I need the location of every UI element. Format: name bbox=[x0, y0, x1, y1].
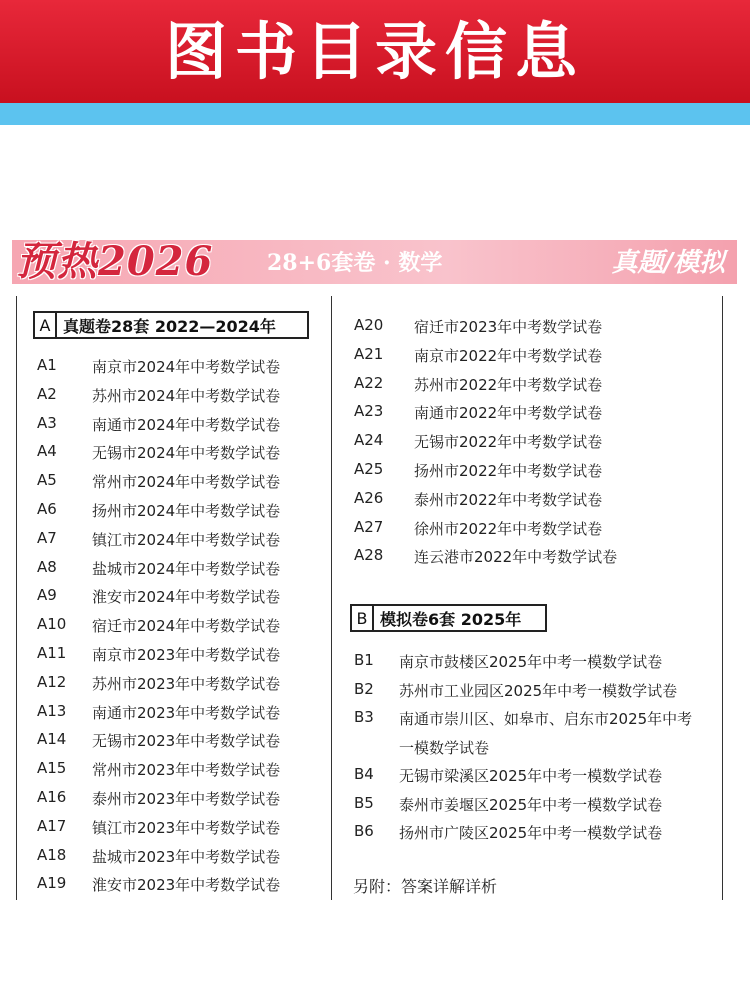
catalog-entry bbox=[354, 518, 750, 538]
section-b-label bbox=[350, 604, 547, 632]
entry-title: 南京市鼓楼区2025年中考一模数学试卷 bbox=[399, 653, 663, 671]
entry-code: A24 bbox=[354, 431, 384, 450]
entry-title: 盐城市2023年中考数学试卷 bbox=[92, 847, 281, 866]
section-a-label bbox=[33, 311, 309, 339]
entry-code: A1 bbox=[37, 356, 57, 374]
catalog-entry bbox=[354, 345, 750, 365]
entry-title: 南通市2023年中考数学试卷 bbox=[92, 703, 281, 722]
entry-title: 常州市2024年中考数学试卷 bbox=[92, 473, 281, 492]
catalog-entry bbox=[354, 546, 750, 566]
entry-title: 扬州市2024年中考数学试卷 bbox=[92, 502, 281, 520]
entry-code: A4 bbox=[37, 442, 57, 461]
entry-code: B3 bbox=[354, 708, 374, 726]
entry-title: 南京市2022年中考数学试卷 bbox=[414, 346, 603, 365]
entry-code: A22 bbox=[354, 373, 384, 392]
entry-title: 镇江市2023年中考数学试卷 bbox=[92, 818, 281, 837]
entry-code: A16 bbox=[37, 788, 67, 806]
entry-code: A12 bbox=[37, 672, 67, 691]
entry-code: A6 bbox=[37, 500, 57, 518]
catalog-entry bbox=[354, 708, 739, 728]
entry-title: 盐城市2024年中考数学试卷 bbox=[92, 559, 281, 578]
entry-title: 宿迁市2023年中考数学试卷 bbox=[414, 318, 603, 336]
catalog-entry bbox=[354, 822, 739, 842]
catalog-entry bbox=[354, 794, 739, 814]
entry-code: A25 bbox=[354, 460, 384, 478]
entry-code: A9 bbox=[37, 586, 57, 605]
top-banner bbox=[0, 0, 750, 103]
entry-title: 苏州市2024年中考数学试卷 bbox=[92, 386, 281, 405]
entry-title: 淮安市2023年中考数学试卷 bbox=[92, 876, 281, 895]
catalog-entry bbox=[354, 374, 750, 394]
entry-title: 南京市2024年中考数学试卷 bbox=[92, 358, 281, 376]
entry-title: 泰州市2023年中考数学试卷 bbox=[92, 790, 281, 808]
heading-middle-text: 28+6套卷 · 数学 bbox=[267, 250, 443, 276]
left-border-line bbox=[16, 296, 17, 900]
entry-title: 徐州市2022年中考数学试卷 bbox=[414, 519, 603, 538]
entry-title: 宿迁市2024年中考数学试卷 bbox=[92, 617, 281, 636]
heading-left-text: 预热2026 bbox=[16, 238, 214, 285]
entry-title: 无锡市2024年中考数学试卷 bbox=[92, 444, 281, 463]
entry-title: 无锡市梁溪区2025年中考一模数学试卷 bbox=[399, 767, 663, 785]
entry-code: A7 bbox=[37, 528, 57, 547]
entry-title: 南京市2023年中考数学试卷 bbox=[92, 646, 281, 664]
section-b-title: 模拟卷6套 2025年 bbox=[380, 609, 522, 629]
heading-right-text: 真题/模拟 bbox=[611, 248, 725, 278]
entry-code: B4 bbox=[354, 765, 374, 783]
catalog-entry bbox=[354, 316, 750, 336]
entry-title: 无锡市2023年中考数学试卷 bbox=[92, 732, 281, 751]
entry-title: 南通市崇川区、如皋市、启东市2025年中考 bbox=[399, 710, 693, 728]
entry-title: 淮安市2024年中考数学试卷 bbox=[92, 588, 281, 607]
entry-code: A17 bbox=[37, 816, 67, 835]
entry-title: 南通市2024年中考数学试卷 bbox=[92, 415, 281, 434]
catalog-entry bbox=[354, 680, 739, 700]
catalog-entry bbox=[354, 431, 750, 451]
entry-title: 泰州市2022年中考数学试卷 bbox=[414, 490, 603, 509]
catalog-entry bbox=[354, 489, 750, 509]
entry-code: A27 bbox=[354, 517, 384, 536]
entry-code: A21 bbox=[354, 344, 384, 363]
entry-title: 扬州市2022年中考数学试卷 bbox=[414, 462, 603, 480]
entry-code: B6 bbox=[354, 822, 374, 840]
entry-code: A11 bbox=[37, 644, 67, 662]
entry-title: 苏州市2023年中考数学试卷 bbox=[92, 674, 281, 693]
catalog-entry bbox=[354, 651, 739, 671]
entry-title: 苏州市2022年中考数学试卷 bbox=[414, 375, 603, 394]
entry-title: 泰州市姜堰区2025年中考一模数学试卷 bbox=[399, 795, 663, 814]
entry-code: A5 bbox=[37, 471, 57, 490]
entry-code: A14 bbox=[37, 730, 67, 749]
entry-code: A28 bbox=[354, 546, 384, 565]
entry-code: A15 bbox=[37, 759, 67, 778]
entry-title: 苏州市工业园区2025年中考一模数学试卷 bbox=[399, 681, 678, 700]
footer-note: 另附：答案详解详析 bbox=[353, 877, 498, 896]
entry-code: A3 bbox=[37, 413, 57, 432]
catalog-heading-band bbox=[12, 240, 737, 284]
catalog-entry bbox=[354, 460, 750, 480]
entry-code: B5 bbox=[354, 793, 374, 812]
entry-code: A19 bbox=[37, 874, 67, 893]
catalog-entry bbox=[354, 765, 739, 785]
entry-title: 常州市2023年中考数学试卷 bbox=[92, 761, 281, 780]
entry-title: 南通市2022年中考数学试卷 bbox=[414, 404, 603, 423]
entry-code: B2 bbox=[354, 679, 374, 698]
entry-title: 镇江市2024年中考数学试卷 bbox=[92, 530, 281, 549]
section-b-letter: B bbox=[352, 606, 374, 630]
banner-title: 图书目录信息 bbox=[164, 15, 585, 88]
blue-stripe bbox=[0, 103, 750, 125]
entry-code: A20 bbox=[354, 316, 384, 334]
entry-code: A23 bbox=[354, 402, 384, 421]
section-a-letter: A bbox=[35, 313, 57, 337]
entry-code: A10 bbox=[37, 615, 67, 634]
entry-code: A26 bbox=[354, 488, 384, 507]
catalog-entry bbox=[37, 846, 432, 866]
entry-title: 扬州市广陵区2025年中考一模数学试卷 bbox=[399, 824, 663, 842]
entry-code: A2 bbox=[37, 384, 57, 403]
entry-title: 无锡市2022年中考数学试卷 bbox=[414, 433, 603, 452]
section-a-title: 真题卷28套 2022—2024年 bbox=[63, 316, 276, 336]
entry-code: B1 bbox=[354, 651, 374, 669]
entry-code: A18 bbox=[37, 845, 67, 864]
entry-code: A8 bbox=[37, 557, 57, 576]
entry-title: 连云港市2022年中考数学试卷 bbox=[414, 548, 618, 567]
catalog-entry bbox=[37, 730, 432, 750]
entry-title-continuation: 一模数学试卷 bbox=[399, 738, 490, 757]
entry-code: A13 bbox=[37, 701, 67, 720]
catalog-entry bbox=[354, 402, 750, 422]
